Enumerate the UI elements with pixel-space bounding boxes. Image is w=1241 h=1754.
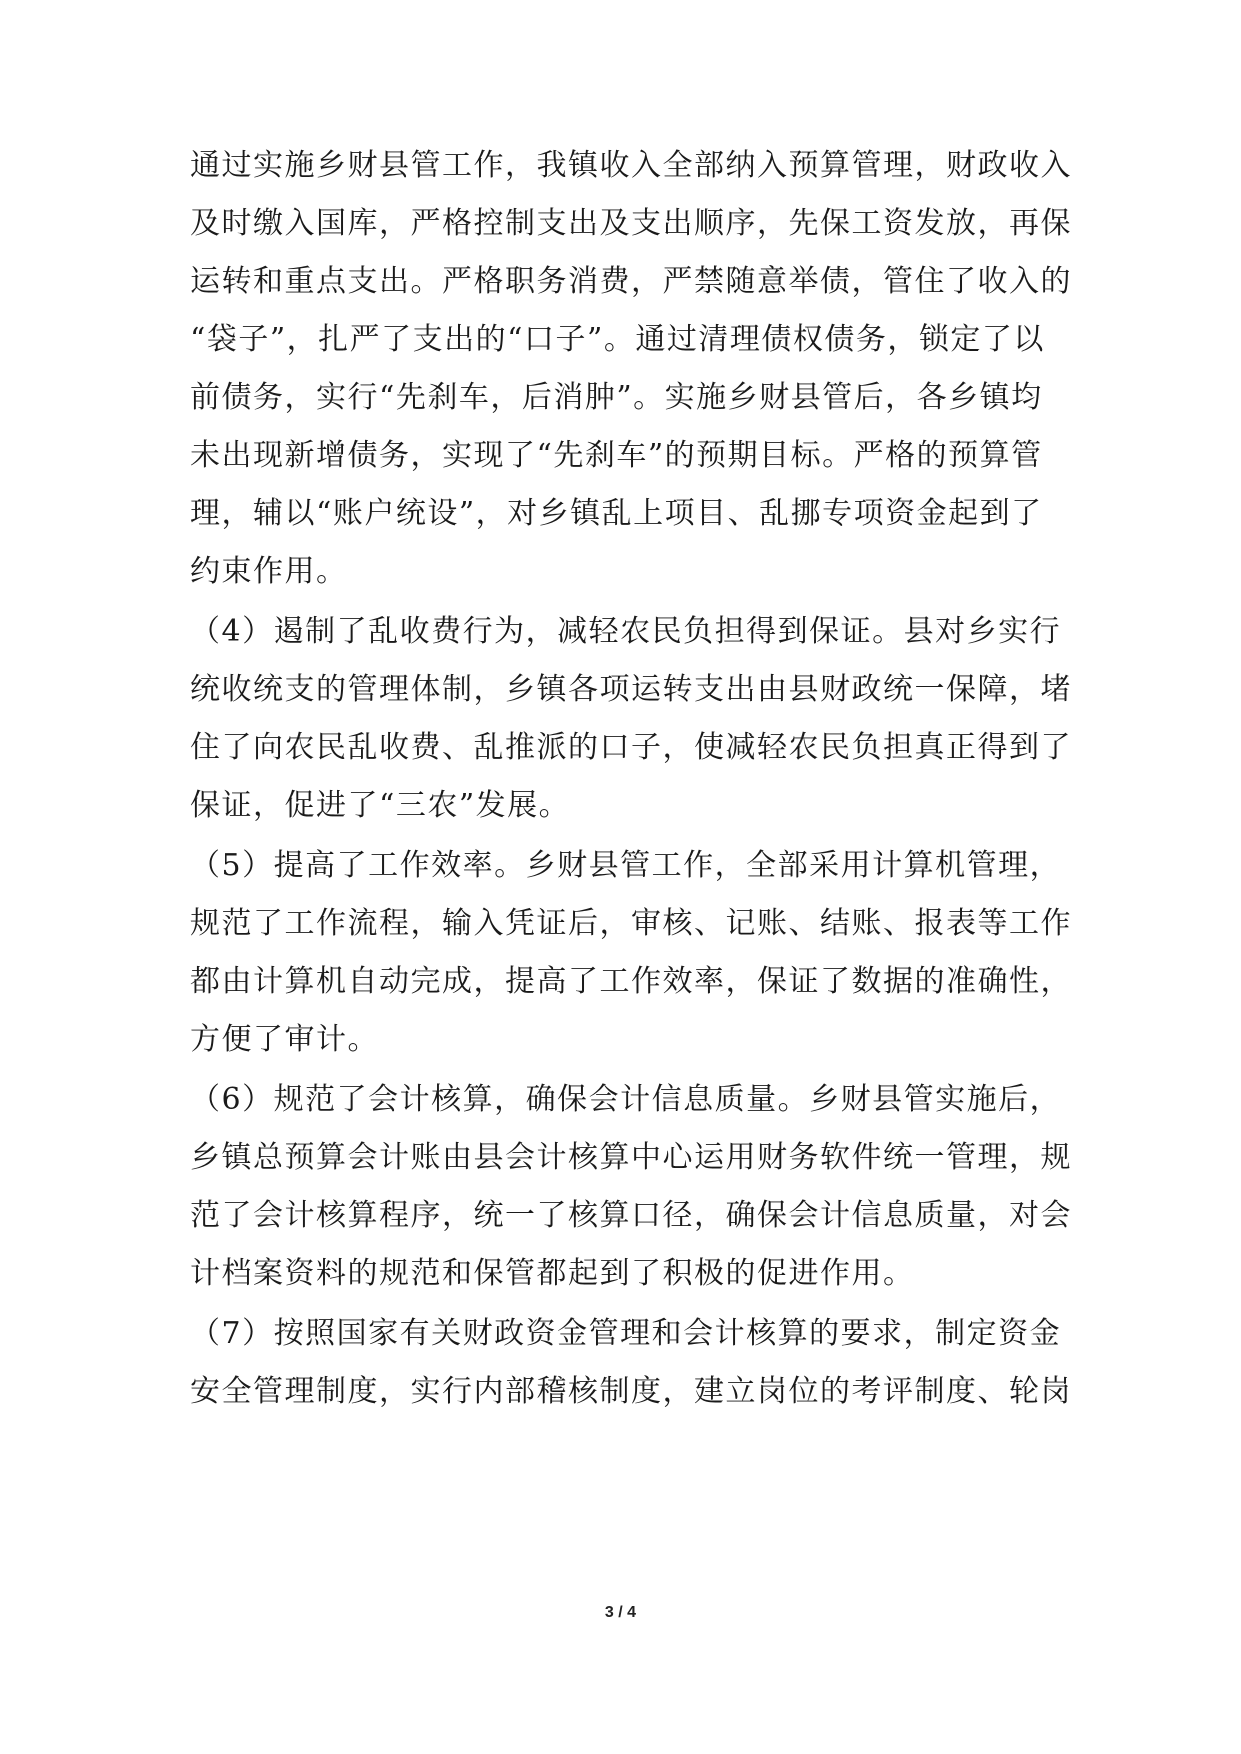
page-number: 3 / 4 xyxy=(604,1604,637,1621)
text-line: 范了会计核算程序，统一了核算口径，确保会计信息质量，对会 xyxy=(190,1198,1072,1233)
text-line: 及时缴入国库，严格控制支出及支出顺序，先保工资发放，再保 xyxy=(190,206,1072,241)
paragraph-5-start: （5）提高了工作效率。乡财县管工作，全部采用计算机管理， xyxy=(190,848,1062,883)
text-line: 住了向农民乱收费、乱推派的口子，使减轻农民负担真正得到了 xyxy=(190,730,1072,765)
text-line: 约束作用。 xyxy=(190,554,348,589)
text-line: 规范了工作流程，输入凭证后，审核、记账、结账、报表等工作 xyxy=(190,906,1072,941)
text-line: 统收统支的管理体制，乡镇各项运转支出由县财政统一保障，堵 xyxy=(190,672,1072,707)
text-line: 方便了审计。 xyxy=(190,1022,379,1057)
text-line: 未出现新增债务，实现了“先刹车”的预期目标。严格的预算管 xyxy=(190,438,1043,473)
text-line: 前债务，实行“先刹车，后消肿”。实施乡财县管后，各乡镇均 xyxy=(190,380,1043,415)
text-line: 通过实施乡财县管工作，我镇收入全部纳入预算管理，财政收入 xyxy=(190,148,1072,183)
text-line: 安全管理制度，实行内部稽核制度，建立岗位的考评制度、轮岗 xyxy=(190,1374,1072,1409)
text-line: 运转和重点支出。严格职务消费，严禁随意举债，管住了收入的 xyxy=(190,264,1072,299)
paragraph-6-start: （6）规范了会计核算，确保会计信息质量。乡财县管实施后， xyxy=(190,1082,1062,1117)
text-line: 理，辅以“账户统设”，对乡镇乱上项目、乱挪专项资金起到了 xyxy=(190,496,1043,531)
paragraph-4-start: （4）遏制了乱收费行为，减轻农民负担得到保证。县对乡实行 xyxy=(190,614,1062,649)
text-line: 计档案资料的规范和保管都起到了积极的促进作用。 xyxy=(190,1256,915,1291)
text-line: 保证，促进了“三农”发展。 xyxy=(190,788,571,823)
paragraph-7-start: （7）按照国家有关财政资金管理和会计核算的要求，制定资金 xyxy=(190,1316,1062,1351)
text-line: 都由计算机自动完成，提高了工作效率，保证了数据的准确性， xyxy=(190,964,1072,999)
text-line: 乡镇总预算会计账由县会计核算中心运用财务软件统一管理，规 xyxy=(190,1140,1072,1175)
text-line: “袋子”，扎严了支出的“口子”。通过清理债权债务，锁定了以 xyxy=(190,322,1045,357)
